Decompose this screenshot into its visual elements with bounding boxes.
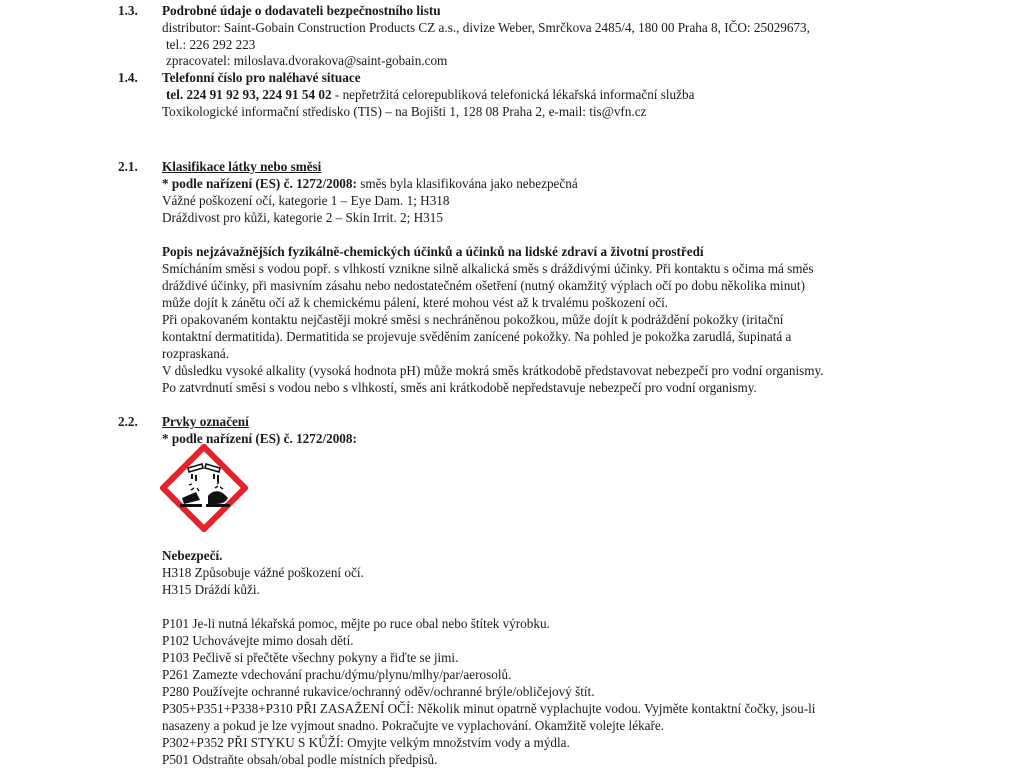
effects-title: Popis nejzávažnějších fyzikálně-chemických účinků a účinků na lidské zdraví a životní prostředí: [162, 244, 704, 259]
section-number-2-2: 2.2.: [118, 414, 138, 429]
section-title-supplier: Podrobné údaje o dodavateli bezpečnostního listu: [162, 3, 441, 18]
section-number-2-1: 2.1.: [118, 159, 138, 174]
section-title-emergency: Telefonní číslo pro naléhavé situace: [162, 70, 361, 85]
emergency-phones: tel. 224 91 92 93, 224 91 54 02: [166, 87, 332, 102]
precaution-p280: P280 Používejte ochranné rukavice/ochranný oděv/ochranné brýle/obličejový štít.: [162, 684, 595, 699]
hazard-statement-h318: H318 Způsobuje vážné poškození očí.: [162, 565, 364, 580]
effects-paragraph-line: Při opakovaném kontaktu nejčastěji mokré směsi s nechráněnou pokožkou, může dojít k podráždění pokožky (iritační: [162, 312, 784, 327]
supplier-phone: tel.: 226 292 223: [166, 37, 256, 52]
processor-email[interactable]: zpracovatel: miloslava.dvorakova@saint-gobain.com: [166, 53, 448, 68]
ghs05-corrosion-icon: [160, 444, 248, 532]
classification-reg-line: [162, 175, 578, 192]
hazard-statement-h315: H315 Dráždí kůži.: [162, 582, 260, 597]
effects-paragraph-line: Smícháním směsi s vodou popř. s vlhkostí vznikne silně alkalická směs s dráždivými účinky. Při kontaktu s očima má směs: [162, 261, 814, 276]
distributor-line: distributor: Saint-Gobain Construction Products CZ a.s., divize Weber, Smrčkova 2485/4, 180 00 Praha 8, IČO: 25029673,: [162, 20, 810, 35]
effects-paragraph-line: V důsledku vysoké alkality (vysoká hodnota pH) může mokrá směs krátkodobě představovat nebezpečí pro vodní organismy.: [162, 363, 824, 378]
precaution-p261: P261 Zamezte vdechování prachu/dýmu/plynu/mlhy/par/aerosolů.: [162, 667, 512, 682]
precaution-p103: P103 Pečlivě si přečtěte všechny pokyny a řiďte se jimi.: [162, 650, 459, 665]
precaution-p305: P305+P351+P338+P310 PŘI ZASAŽENÍ OČÍ: Několik minut opatrně vyplachujte vodou. Vyjměte kontaktní čočky, jsou-li: [162, 701, 816, 716]
signal-word: Nebezpečí.: [162, 548, 223, 563]
effects-paragraph-line: kontaktní dermatitida). Dermatitida se projevuje svěděním zanícené pokožky. Na pohled je pokožka zarudlá, šupinatá a: [162, 329, 792, 344]
hazard-class-skin: Dráždivost pro kůži, kategorie 2 – Skin Irrit. 2; H315: [162, 210, 443, 225]
section-number-1-3: 1.3.: [118, 3, 138, 18]
section-title-classification: Klasifikace látky nebo směsi: [162, 159, 322, 174]
precaution-p302: P302+P352 PŘI STYKU S KŮŽÍ: Omyjte velkým množstvím vody a mýdla.: [162, 735, 570, 750]
effects-paragraph-line: dráždivé účinky, při masivním zásahu nebo nedostatečném ošetření (nutný okamžitý výplach očí po dobu několika minut): [162, 278, 805, 293]
effects-paragraph-line: může dojít k zánětu očí až k chemickému pálení, které mohou vést až k trvalému poškození očí.: [162, 295, 669, 310]
tis-line: Toxikologické informační středisko (TIS) – na Bojišti 1, 128 08 Praha 2, e-mail: tis@vfn.cz: [162, 104, 647, 119]
section-number-1-4: 1.4.: [118, 70, 138, 85]
precaution-p305-cont: nasazeny a pokud je lze vyjmout snadno. Pokračujte ve vyplachování. Okamžitě volejte lékaře.: [162, 718, 665, 733]
precaution-p101: P101 Je-li nutná lékařská pomoc, mějte po ruce obal nebo štítek výrobku.: [162, 616, 550, 631]
hazard-class-eye: Vážné poškození očí, kategorie 1 – Eye Dam. 1; H318: [162, 193, 450, 208]
effects-paragraph-line: Po zatvrdnutí směsi s vodou nebo s vlhkostí, směs ani krátkodobě nepředstavuje nebezpečí pro vodní organismy.: [162, 380, 757, 395]
classification-result: směs byla klasifikována jako nebezpečná: [356, 176, 578, 191]
precaution-p102: P102 Uchovávejte mimo dosah dětí.: [162, 633, 354, 648]
section-title-label-elements: Prvky označení: [162, 414, 249, 429]
regulation-ref: * podle nařízení (ES) č. 1272/2008:: [162, 176, 357, 191]
emergency-phones-desc: - nepřetržitá celorepubliková telefonická lékařská informační služba: [331, 87, 695, 102]
label-regulation-ref: * podle nařízení (ES) č. 1272/2008:: [162, 431, 357, 446]
effects-paragraph-line: rozpraskaná.: [162, 346, 229, 361]
emergency-phones-line: [166, 86, 694, 103]
precaution-p501: P501 Odstraňte obsah/obal podle místních předpisů.: [162, 752, 438, 767]
